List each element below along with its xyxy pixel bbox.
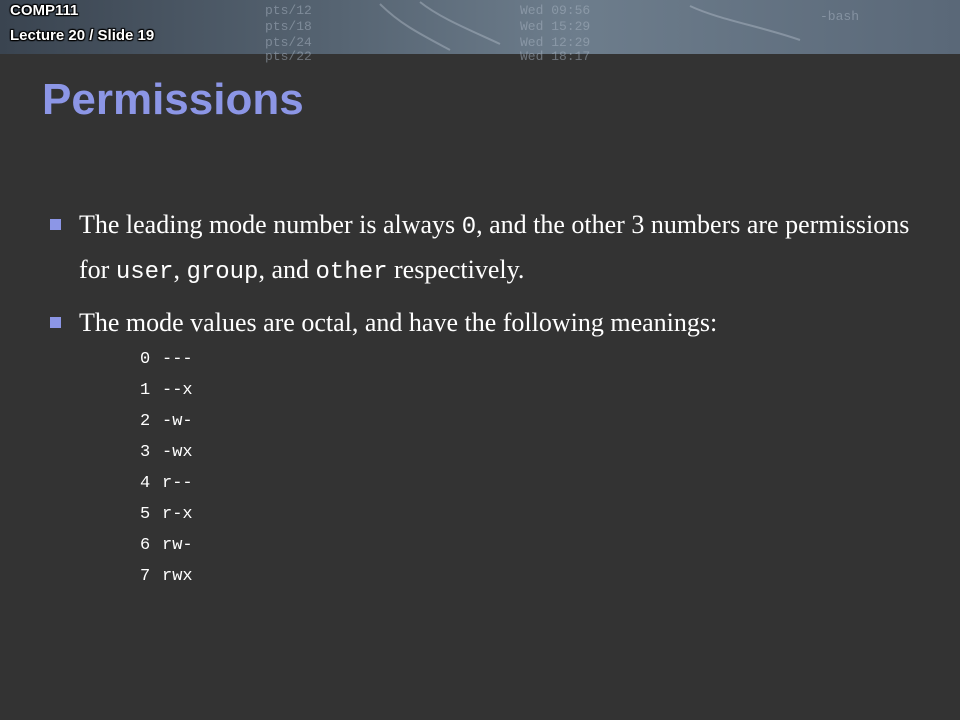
- code-user: user: [115, 259, 174, 286]
- bullet-item: [50, 204, 910, 294]
- square-bullet-icon: [50, 317, 61, 328]
- bg-fragment-6: Wed 12:29: [520, 35, 591, 50]
- mode-digit: 4: [140, 474, 151, 493]
- mode-digit: 2: [140, 412, 151, 431]
- mode-permission: -w-: [162, 412, 193, 431]
- bullet-text: The leading mode number is always: [79, 210, 462, 239]
- bullet-item: [50, 302, 910, 344]
- bullet-text: The mode values are octal, and have the following meanings:: [79, 308, 718, 337]
- mode-row: [140, 412, 193, 443]
- code-other: other: [315, 259, 388, 286]
- square-bullet-icon: [50, 219, 61, 230]
- mode-digit: 7: [140, 567, 151, 586]
- bg-fragment-3: pts/18: [265, 19, 312, 34]
- mode-digit: 1: [140, 381, 151, 400]
- mode-permission: ---: [162, 350, 193, 369]
- bg-fragment-5: pts/24: [265, 35, 312, 50]
- header-banner: [0, 0, 960, 64]
- mode-permission: -wx: [162, 443, 193, 462]
- bullet-text: , and: [258, 255, 316, 284]
- bullet-text: respectively.: [387, 255, 525, 284]
- mode-permission: r-x: [162, 505, 193, 524]
- mode-row: [140, 567, 193, 598]
- code-group: group: [186, 259, 259, 286]
- mode-permission: rwx: [162, 567, 193, 586]
- mode-row: [140, 381, 193, 412]
- bullet-text: ,: [173, 255, 187, 284]
- bg-fragment-8: Wed 18:17: [520, 49, 591, 64]
- mode-permission: r--: [162, 474, 193, 493]
- mode-digit: 0: [140, 350, 151, 369]
- mode-row: [140, 443, 193, 474]
- mode-digit: 6: [140, 536, 151, 555]
- mode-digit: 5: [140, 505, 151, 524]
- code-zero: 0: [461, 214, 477, 241]
- bg-fragment-4: Wed 15:29: [520, 19, 591, 34]
- mode-row: [140, 505, 193, 536]
- mode-row: [140, 474, 193, 505]
- slide-title: Permissions: [42, 75, 304, 124]
- bg-fragment-2: Wed 09:56: [520, 3, 591, 18]
- bullet-text: , and the other 3 numbers are permissions for: [79, 210, 910, 284]
- bg-fragment-7: pts/22: [265, 49, 312, 64]
- bg-fragment-9: -bash: [820, 9, 860, 24]
- octal-mode-table: [140, 350, 193, 598]
- bullet-list: [50, 204, 910, 352]
- bg-fragment-1: pts/12: [265, 3, 312, 18]
- mode-permission: rw-: [162, 536, 193, 555]
- mode-permission: --x: [162, 381, 193, 400]
- lecture-slide-number: Lecture 20 / Slide 19: [10, 27, 155, 44]
- course-code: COMP111: [10, 2, 79, 19]
- mode-digit: 3: [140, 443, 151, 462]
- mode-row: [140, 350, 193, 381]
- mode-row: [140, 536, 193, 567]
